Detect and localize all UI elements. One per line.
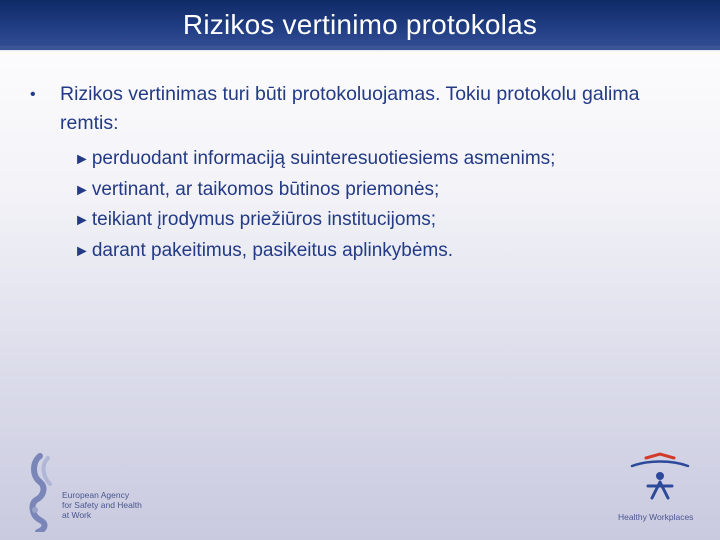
- healthy-workplaces-emblem-icon: [612, 452, 708, 512]
- sub-bullet-list: [74, 144, 690, 266]
- sub-bullet-text: perduodant informaciją suinteresuotiesiems asmenims;: [91, 148, 556, 169]
- sub-bullet-item: [74, 236, 690, 267]
- sub-bullet-item: [74, 205, 690, 236]
- healthy-workplaces-logo: [612, 452, 708, 532]
- agency-logo: [26, 452, 156, 532]
- sub-bullet-text: vertinant, ar taikomos būtinos priemonės;: [91, 178, 440, 200]
- main-bullet: [30, 80, 690, 138]
- arrow-right-icon: ►: [74, 181, 90, 199]
- agency-emblem-icon: [26, 452, 60, 532]
- arrow-right-icon: ►: [74, 212, 90, 229]
- sub-bullet-item: [74, 175, 690, 206]
- agency-name: European Agency for Safety and Health at Work: [62, 490, 142, 520]
- bullet-dot-icon: •: [30, 86, 36, 103]
- arrow-right-icon: ►: [74, 151, 90, 168]
- slide-content: [30, 80, 690, 266]
- arrow-right-icon: ►: [74, 242, 90, 260]
- sub-bullet-item: [74, 144, 690, 175]
- main-bullet-text: Rizikos vertinimas turi būti protokoluojamas. Tokiu protokolu galima remtis:: [60, 83, 640, 134]
- sub-bullet-text: darant pakeitimus, pasikeitus aplinkybėms.: [91, 239, 454, 261]
- slide-title: Rizikos vertinimo protokolas: [0, 0, 720, 50]
- sub-bullet-text: teikiant įrodymus priežiūros institucijoms;: [91, 209, 437, 230]
- healthy-workplaces-text: Healthy Workplaces: [618, 512, 694, 522]
